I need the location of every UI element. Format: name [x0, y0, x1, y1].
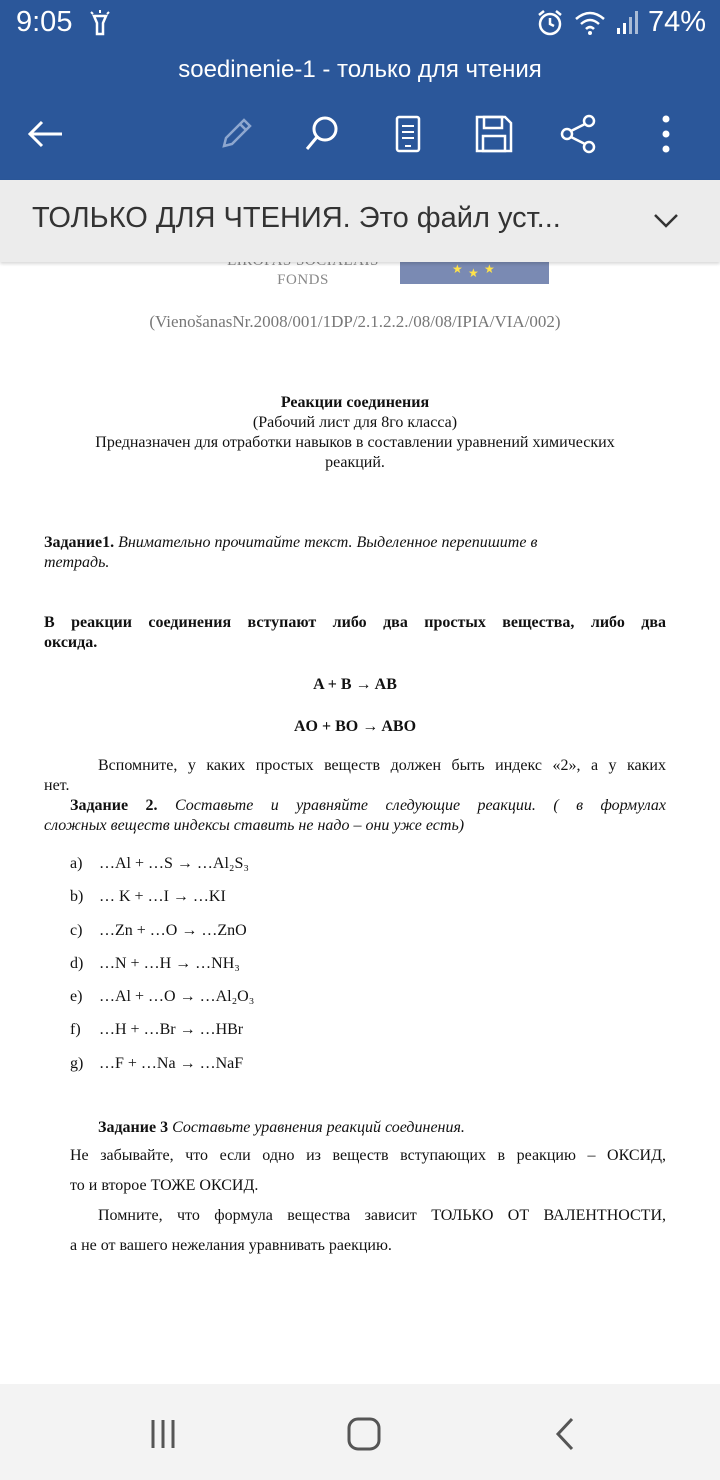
task3-line — [98, 1118, 668, 1138]
search-icon — [302, 114, 342, 154]
logo-line-2: FONDS — [277, 272, 329, 288]
pencil-icon — [216, 114, 256, 154]
edit-button[interactable] — [212, 110, 260, 158]
more-options-button[interactable] — [642, 110, 690, 158]
arrow-left-icon — [26, 114, 66, 154]
reaction-text: …Zn + …O → …ZnO — [99, 921, 247, 939]
search-button[interactable] — [298, 110, 346, 158]
reaction-text: … K + …I → …KI — [99, 888, 226, 906]
task2-label: Задание 2. — [70, 797, 158, 814]
mobile-view-icon — [388, 114, 428, 154]
battery-percent: 74% — [647, 6, 706, 38]
status-time: 9:05 — [16, 6, 73, 38]
list-item — [70, 955, 470, 988]
formula-oxides: AO + BO → ABO — [293, 718, 417, 735]
system-nav-bar — [0, 1384, 720, 1480]
recent-apps-button[interactable] — [139, 1410, 187, 1458]
rule-line-1: В реакции соединения вступают либо два простых вещества, либо два — [44, 614, 666, 631]
read-only-banner[interactable] — [0, 180, 720, 262]
wifi-icon — [574, 10, 606, 36]
task3-label: Задание 3 — [98, 1119, 169, 1136]
home-button[interactable] — [340, 1410, 388, 1458]
note2-line-2: а не от вашего нежелания уравнивать раекцию. — [70, 1237, 392, 1254]
list-item — [70, 1021, 470, 1054]
document-title: soedinenie-1 - только для чтения — [178, 56, 542, 83]
list-marker: e) — [70, 988, 83, 1006]
purpose-line-1: Предназначен для отработки навыков в составлении уравнений химических — [95, 434, 615, 451]
task1-line-2: тетрадь. — [44, 554, 110, 571]
list-item — [70, 888, 470, 921]
share-button[interactable] — [555, 110, 603, 158]
flashlight-icon — [88, 10, 112, 38]
home-icon — [344, 1414, 384, 1454]
list-marker: a) — [70, 855, 83, 872]
save-button[interactable] — [470, 110, 518, 158]
rule-line-2: оксида. — [44, 634, 98, 651]
project-id: (VienošanasNr.2008/001/1DP/2.1.2.2./08/08/IPIA/VIA/002) — [149, 312, 561, 331]
reaction-text: …N + …H → …NH₃ — [99, 954, 240, 972]
list-item — [70, 855, 470, 888]
purpose-line-2: реакций. — [325, 454, 385, 471]
list-item — [70, 1055, 470, 1088]
note2-line-1: Помните, что формула вещества зависит ТОЛЬКО ОТ ВАЛЕНТНОСТИ, — [98, 1207, 666, 1224]
task1-line-1 — [44, 533, 666, 553]
back-button[interactable] — [22, 110, 70, 158]
list-item — [70, 922, 470, 955]
eu-flag-logo: ★ ★ ★ — [400, 242, 549, 284]
note1-line-1: Не забывайте, что если одно из веществ вступающих в реакцию – ОКСИД, — [70, 1147, 666, 1164]
task3-text: Составьте уравнения реакций соединения. — [172, 1119, 465, 1136]
list-marker: d) — [70, 954, 84, 972]
list-marker: g) — [70, 1054, 84, 1072]
formula-simple: A + B → AB — [313, 676, 397, 693]
save-icon — [474, 114, 514, 154]
worksheet-title: Реакции соединения — [280, 394, 430, 411]
chevron-left-icon — [546, 1414, 586, 1454]
task1-label: Задание1. — [44, 534, 115, 551]
reaction-text: …Al + …O → …Al₂O₃ — [99, 988, 255, 1006]
mobile-view-button[interactable] — [384, 110, 432, 158]
worksheet-subtitle: (Рабочий лист для 8го класса) — [252, 414, 458, 431]
document-page[interactable] — [0, 262, 720, 1384]
task2-text: Составьте и уравняйте следующие реакции. ( в формулах — [174, 797, 667, 814]
back-nav-button[interactable] — [542, 1410, 590, 1458]
remember-line-1: Вспомните, у каких простых веществ должен быть индекс «2», а у каких — [98, 757, 666, 774]
app-bar — [0, 48, 720, 180]
more-vertical-icon — [646, 114, 686, 154]
share-icon — [559, 114, 599, 154]
note1-line-2: то и второе ТОЖЕ ОКСИД. — [70, 1177, 259, 1194]
task1-text: Внимательно прочитайте текст. Выделенное перепишите в — [118, 534, 538, 551]
read-only-message: ТОЛЬКО ДЛЯ ЧТЕНИЯ. Это файл уст... — [32, 202, 561, 234]
list-marker: f) — [70, 1021, 81, 1039]
signal-icon — [616, 10, 638, 36]
list-marker: b) — [70, 888, 84, 906]
reaction-list — [70, 855, 470, 1088]
alarm-icon — [536, 9, 564, 37]
chevron-down-icon[interactable] — [650, 204, 682, 236]
status-bar — [0, 0, 720, 48]
recent-apps-icon — [143, 1414, 183, 1454]
reaction-text: …H + …Br → …HBr — [99, 1021, 244, 1039]
list-item — [70, 988, 470, 1021]
task2-line-2: сложных веществ индексы ставить не надо – они уже есть) — [44, 817, 465, 834]
task2-line-1 — [44, 796, 666, 816]
reaction-text: …Al + …S → …Al₂S₃ — [99, 855, 249, 872]
list-marker: c) — [70, 921, 83, 939]
reaction-text: …F + …Na → …NaF — [99, 1054, 244, 1072]
remember-line-2: нет. — [44, 777, 70, 794]
